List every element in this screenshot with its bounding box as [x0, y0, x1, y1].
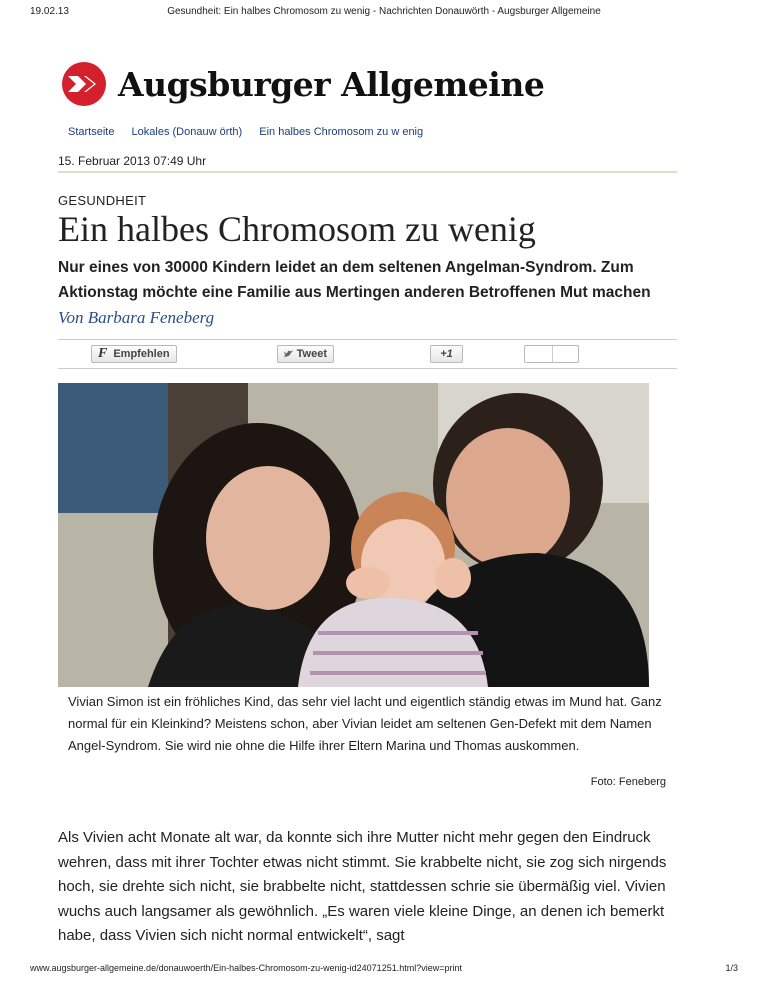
print-date: 19.02.13	[30, 6, 69, 17]
logo-arrow-icon	[62, 62, 106, 106]
breadcrumb	[68, 126, 437, 138]
twitter-bird-icon	[284, 349, 294, 359]
facebook-icon: F	[98, 346, 108, 361]
author-byline[interactable]: Von Barbara Feneberg	[58, 308, 215, 327]
share-widget-placeholder[interactable]	[524, 345, 579, 363]
family-photo-image	[58, 383, 649, 687]
photo-caption: Vivian Simon ist ein fröhliches Kind, das sehr viel lacht und eigentlich ständig etwas im Mund hat. Ganz normal für ein Kleinkind? Meistens schon, aber Vivian leidet am seltenen Gen-Defekt mit dem Namen Angel-Syndrom. Sie wird nie ohne die Hilfe ihrer Eltern Marina und Thomas auskommen.	[68, 694, 662, 753]
article-photo	[58, 383, 649, 687]
breadcrumb-article[interactable]: Ein halbes Chromosom zu w enig	[259, 126, 424, 138]
article-lead	[58, 255, 678, 331]
tweet-button[interactable]	[277, 345, 334, 363]
print-page-title: Gesundheit: Ein halbes Chromosom zu wenig - Nachrichten Donauwörth - Augsburger Allgemeine	[167, 6, 601, 17]
share-widget-segment	[525, 346, 553, 362]
article-kicker: GESUNDHEIT	[58, 193, 147, 208]
article-headline: Ein halbes Chromosom zu wenig	[58, 209, 536, 249]
tweet-label: Tweet	[296, 348, 327, 360]
site-name: Augsburger Allgemeine	[118, 64, 545, 104]
google-plusone-button[interactable]	[430, 345, 463, 363]
site-logo[interactable]	[62, 62, 544, 106]
facebook-recommend-button[interactable]	[91, 345, 177, 363]
publish-date: 15. Februar 2013 07:49 Uhr	[58, 154, 207, 168]
facebook-label: Empfehlen	[113, 348, 170, 360]
breadcrumb-home[interactable]: Startseite	[68, 126, 115, 138]
plusone-label: +1	[440, 348, 453, 360]
photo-credit: Foto: Feneberg	[590, 776, 666, 788]
divider	[58, 171, 677, 173]
article-body: Als Vivien acht Monate alt war, da konnte sich ihre Mutter nicht mehr gegen den Eindruck wehren, dass mit ihrer Tochter etwas nicht stimmt. Sie krabbelte nicht, sie zog sich nirgends hoch, sie drehte sich nicht, sie brabbelte nicht, stattdessen schrie sie übermäßig viel. Vivien wuchs auch langsamer als gewöhnlich. „Es waren viele kleine Dinge, an denen ich bemerkt habe, dass Vivien sich nicht normal entwickelt“, sagt	[58, 829, 667, 944]
page-number: 1/3	[725, 963, 738, 973]
breadcrumb-section[interactable]: Lokales (Donauw örth)	[131, 126, 243, 138]
lead-text: Nur eines von 30000 Kindern leidet an dem seltenen Angelman-Syndrom. Zum Aktionstag möchte eine Familie aus Mertingen anderen Betroffenen Mut machen	[58, 259, 651, 301]
share-bar	[58, 339, 677, 369]
print-url: www.augsburger-allgemeine.de/donauwoerth/Ein-halbes-Chromosom-zu-wenig-id24071251.html?view=print	[30, 963, 462, 973]
